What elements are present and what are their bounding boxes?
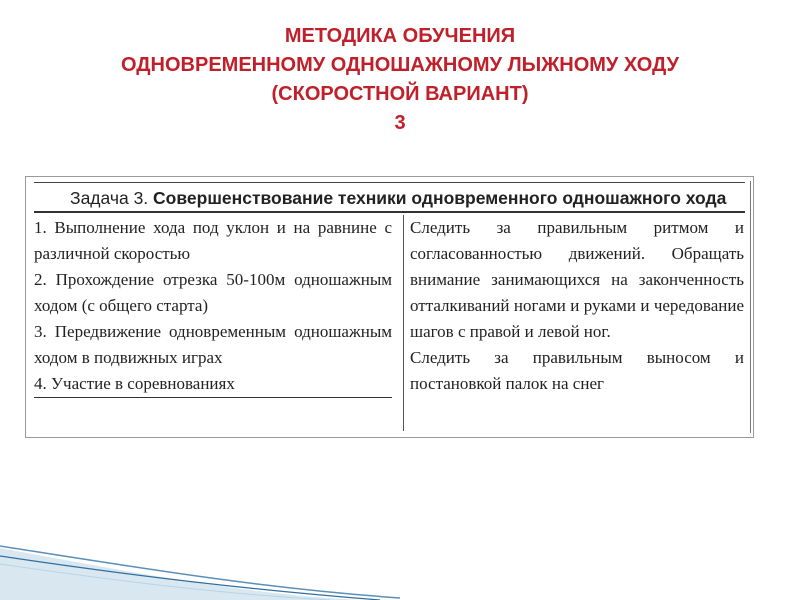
- column-divider: [403, 215, 404, 431]
- guidelines-column: [410, 215, 744, 397]
- table-heading: [34, 183, 745, 213]
- guideline-item-2: Следить за правильным выносом и постановкой палок на снег: [410, 348, 744, 393]
- scanned-table-image: [25, 176, 754, 438]
- exercise-item-2: 2. Прохождение отрезка 50-100м одношажным ходом (с общего старта): [34, 270, 392, 315]
- title-line-3: (СКОРОСТНОЙ ВАРИАНТ): [271, 83, 529, 105]
- title-line-1: МЕТОДИКА ОБУЧЕНИЯ: [284, 25, 516, 47]
- slide-title: [0, 22, 800, 138]
- task-prefix: Задача 3.: [70, 188, 149, 208]
- exercise-item-1: 1. Выполнение хода под уклон и на равнине с различной скоростью: [34, 218, 392, 263]
- decorative-waves: [0, 490, 800, 600]
- exercise-item-3: 3. Передвижение одновременным одношажным ходом в подвижных играх: [34, 322, 392, 367]
- exercise-item-4: 4. Участие в соревнованиях: [34, 371, 392, 398]
- task-title: Совершенствование техники одновременного одношажного хода: [153, 188, 727, 208]
- guideline-item-1: Следить за правильным ритмом и согласованностью движений. Обращать внимание занимающихся на законченность отталкиваний ногами и руками и чередование шагов с правой и левой ног.: [410, 218, 744, 341]
- exercises-column: [34, 215, 392, 398]
- table-right-border: [750, 181, 751, 433]
- title-line-4: 3: [394, 112, 406, 134]
- title-line-2: ОДНОВРЕМЕННОМУ ОДНОШАЖНОМУ ЛЫЖНОМУ ХОДУ: [121, 54, 679, 76]
